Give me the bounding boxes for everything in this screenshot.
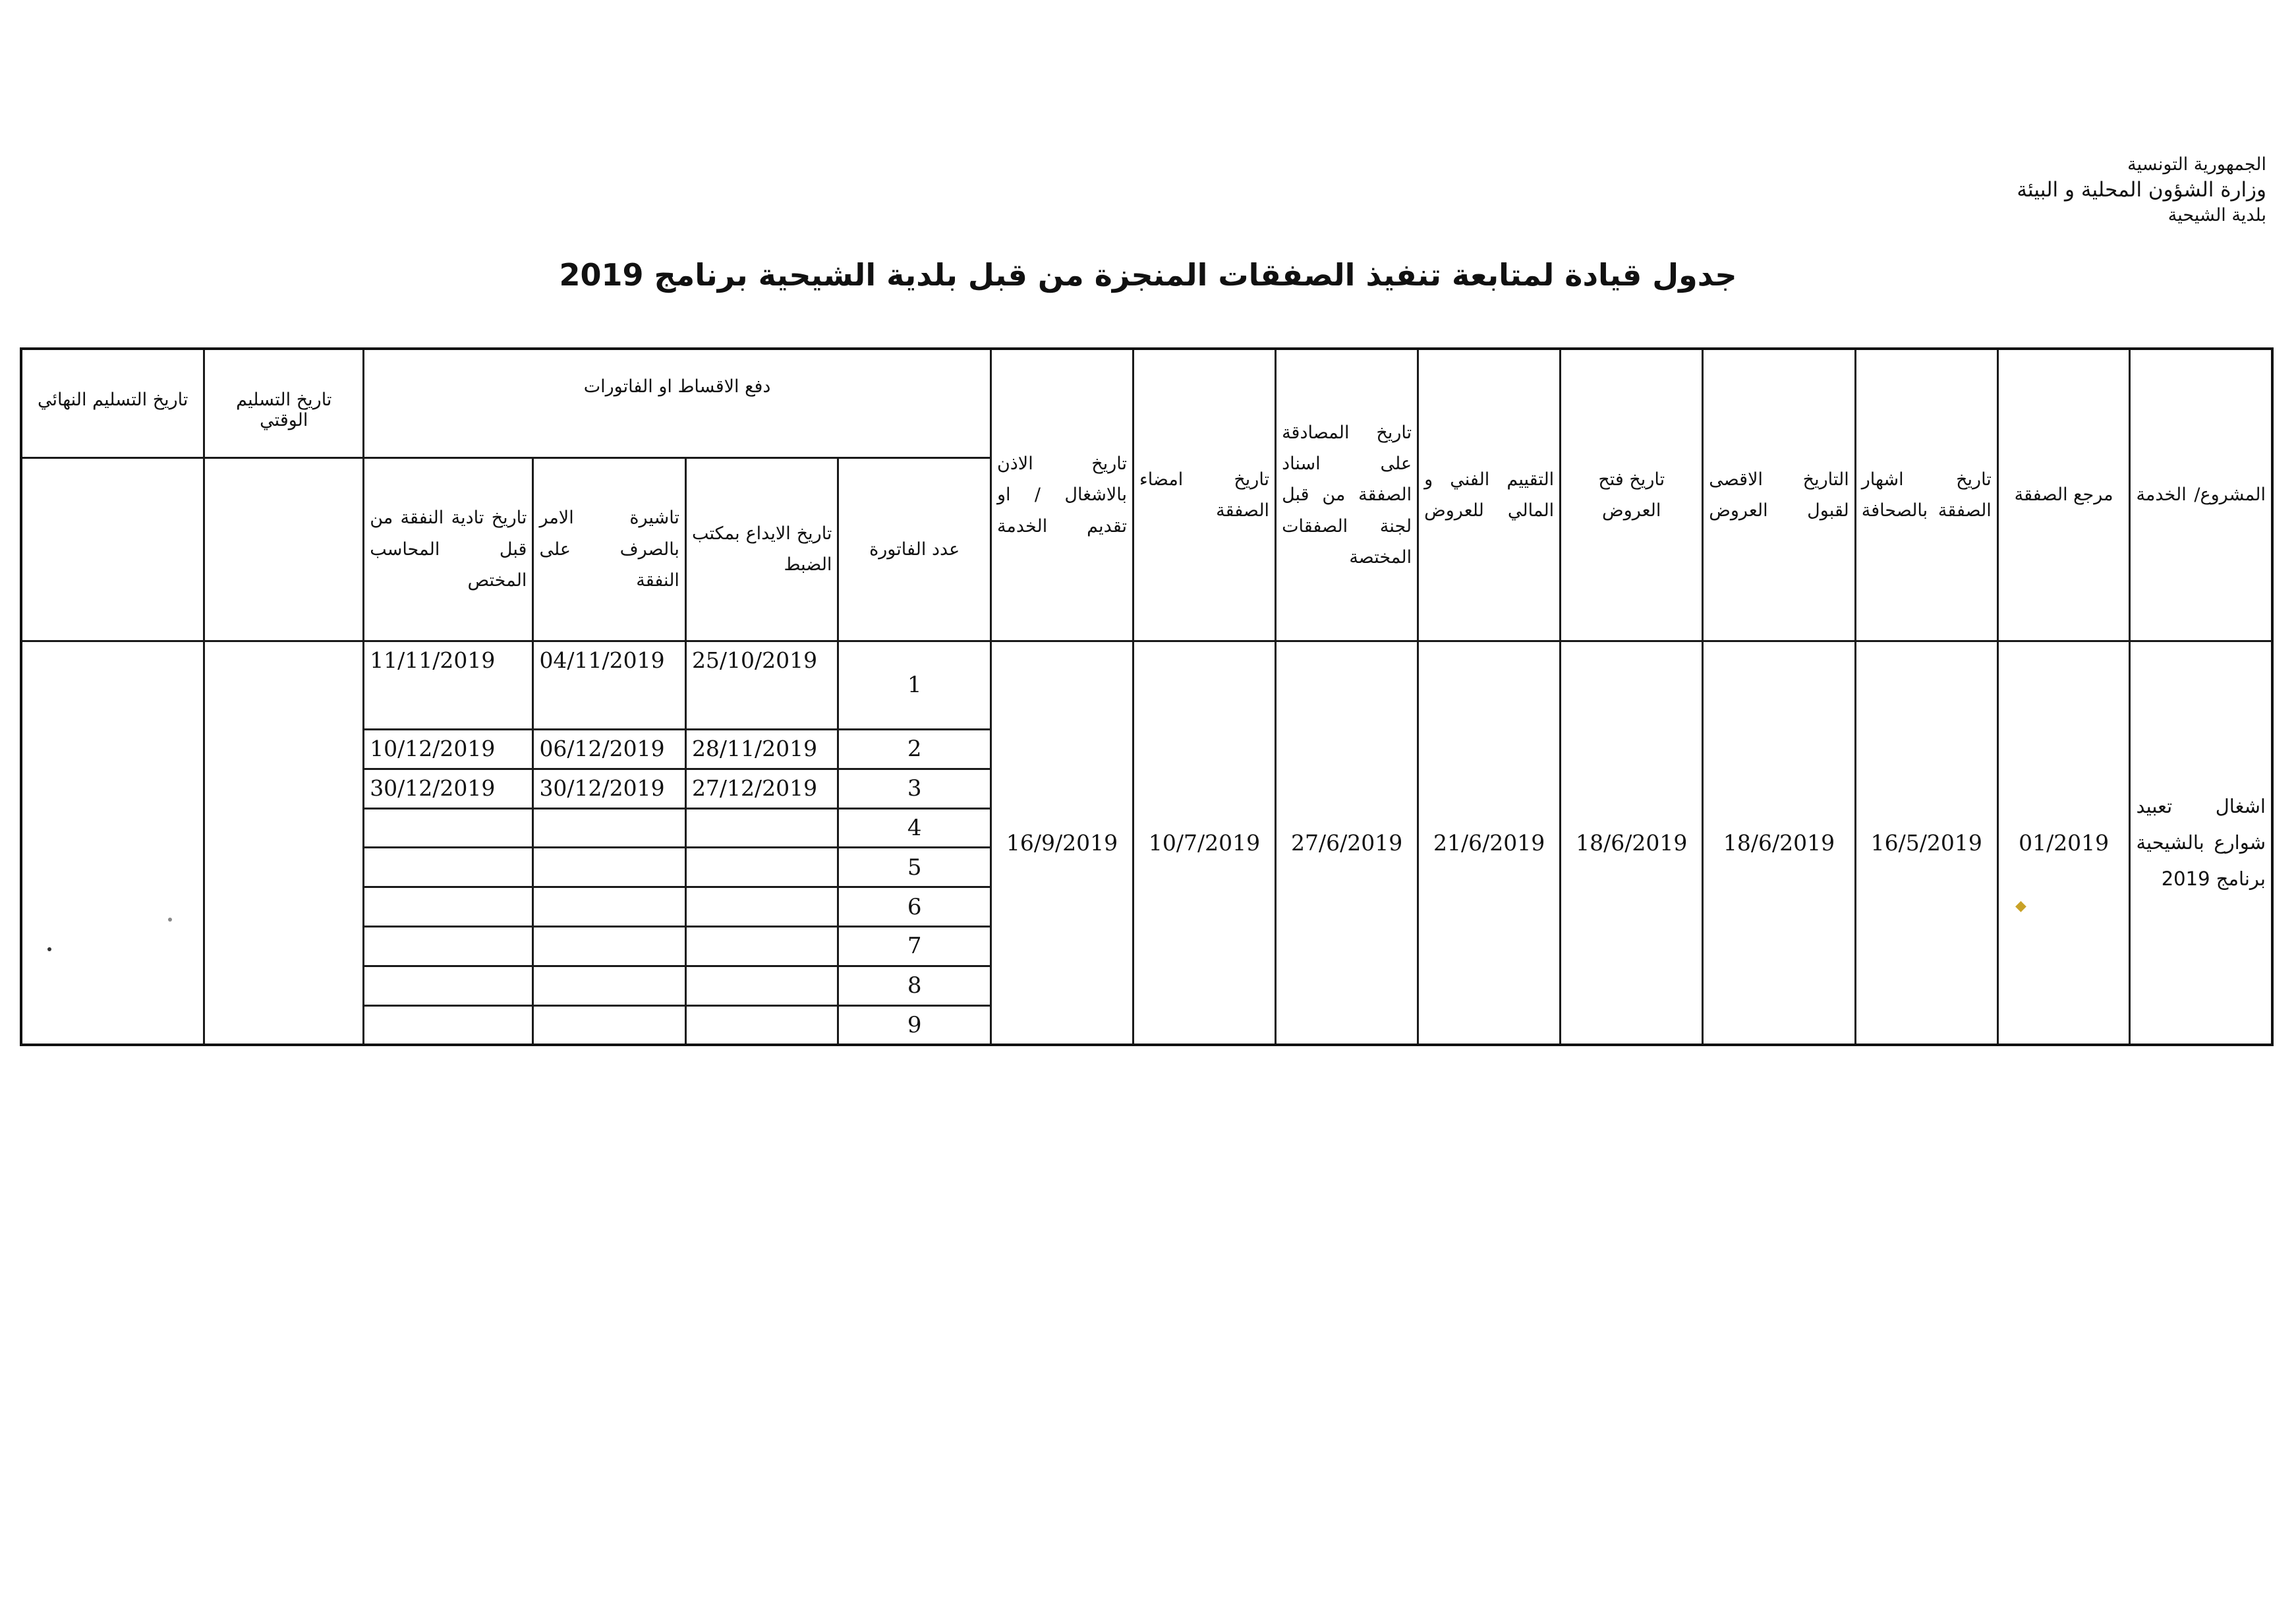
invoice-deposit: [685, 848, 838, 887]
invoice-deposit: [685, 808, 838, 848]
col-order: تاريخ الاذن بالاشغال / او تقديم الخدمة: [990, 349, 1133, 641]
invoice-paid: [364, 887, 533, 927]
invoice-paid: 10/12/2019: [364, 730, 533, 769]
letterhead-ministry: وزارة الشؤون المحلية و البيئة: [2017, 177, 2266, 202]
invoice-no: 7: [838, 927, 991, 966]
col-approval: تاريخ المصادقة على اسناد الصفقة من قبل لجنة الصفقات المختصة: [1276, 349, 1418, 641]
invoice-visa: 04/11/2019: [533, 641, 686, 729]
col-final: تاريخ التسليم النهائي: [21, 349, 204, 457]
cell-project: اشغال تعبيد شوارع بالشيحية برنامج 2019: [2130, 641, 2272, 1045]
invoice-visa: [533, 1005, 686, 1045]
invoice-no: 1: [838, 641, 991, 729]
invoice-visa: [533, 808, 686, 848]
invoice-deposit: [685, 927, 838, 966]
invoice-visa: [533, 927, 686, 966]
invoice-no: 5: [838, 848, 991, 887]
cell-signature: 10/7/2019: [1134, 641, 1276, 1045]
letterhead-country: الجمهورية التونسية: [2127, 154, 2266, 175]
invoice-paid: 30/12/2019: [364, 769, 533, 808]
col-provisional: تاريخ التسليم الوقتي: [204, 349, 364, 457]
letterhead-municipality: بلدية الشيحية: [2167, 204, 2266, 225]
invoice-deposit: 28/11/2019: [685, 730, 838, 769]
cell-provisional: [204, 641, 364, 1045]
invoice-visa: [533, 848, 686, 887]
invoice-deposit: [685, 1005, 838, 1045]
scan-speck: [168, 918, 172, 922]
col-deadline: التاريخ الاقصى لقبول العروض: [1703, 349, 1856, 641]
cell-evaluation: 21/6/2019: [1418, 641, 1561, 1045]
invoice-no: 3: [838, 769, 991, 808]
invoice-paid: 11/11/2019: [364, 641, 533, 729]
col-evaluation: التقييم الفني و المالي للعروض: [1418, 349, 1561, 641]
col-signature: تاريخ امضاء الصفقة: [1134, 349, 1276, 641]
col-visa: تاشيرة الامر بالصرف على النفقة: [533, 457, 686, 641]
invoice-visa: [533, 966, 686, 1005]
invoice-deposit: [685, 966, 838, 1005]
cell-publication: 16/5/2019: [1855, 641, 1997, 1045]
cell-final: [21, 641, 204, 1045]
col-publication: تاريخ اشهار الصفقة بالصحافة: [1855, 349, 1997, 641]
scan-speck: [47, 947, 51, 951]
ink-mark: ◆: [2015, 898, 2026, 914]
invoice-no: 9: [838, 1005, 991, 1045]
cell-order: 16/9/2019: [990, 641, 1133, 1045]
invoice-paid: [364, 1005, 533, 1045]
invoice-no: 2: [838, 730, 991, 769]
invoice-paid: [364, 848, 533, 887]
invoice-visa: 06/12/2019: [533, 730, 686, 769]
invoice-no: 4: [838, 808, 991, 848]
invoice-paid: [364, 808, 533, 848]
invoice-paid: [364, 927, 533, 966]
col-invoice-no: عدد الفاتورة: [838, 457, 991, 641]
invoice-visa: [533, 887, 686, 927]
cell-provisional-sub: [204, 457, 364, 641]
col-payments-group: دفع الاقساط او الفاتورات: [364, 349, 991, 457]
invoice-deposit: 27/12/2019: [685, 769, 838, 808]
cell-approval: 27/6/2019: [1276, 641, 1418, 1045]
col-opening: تاريخ فتح العروض: [1561, 349, 1703, 641]
cell-ref: 01/2019: [1997, 641, 2130, 1045]
invoice-paid: [364, 966, 533, 1005]
col-paid: تاريخ تادية النفقة من قبل المحاسب المختص: [364, 457, 533, 641]
invoice-deposit: 25/10/2019: [685, 641, 838, 729]
table-row: [21, 641, 2272, 729]
col-deposit: تاريخ الايداع بمكتب الضبط: [685, 457, 838, 641]
tracking-table: [20, 347, 2274, 1046]
col-project: المشروع/ الخدمة: [2130, 349, 2272, 641]
invoice-deposit: [685, 887, 838, 927]
invoice-no: 6: [838, 887, 991, 927]
cell-deadline: 18/6/2019: [1703, 641, 1856, 1045]
document-title: جدول قيادة لمتابعة تنفيذ الصفقات المنجزة من قبل بلدية الشيحية برنامج 2019: [559, 257, 1737, 293]
invoice-visa: 30/12/2019: [533, 769, 686, 808]
letterhead: [2017, 153, 2266, 227]
col-ref: مرجع الصفقة: [1997, 349, 2130, 641]
invoice-no: 8: [838, 966, 991, 1005]
cell-final-sub: [21, 457, 204, 641]
cell-opening: 18/6/2019: [1561, 641, 1703, 1045]
